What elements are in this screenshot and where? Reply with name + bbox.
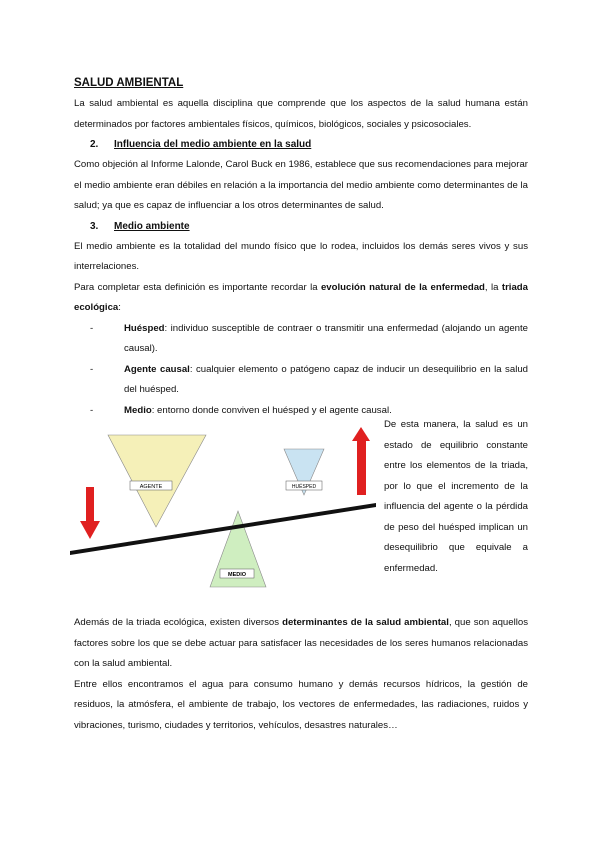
section-2-title: Influencia del medio ambiente en la salud	[114, 139, 312, 150]
side-paragraph: De esta manera, la salud es un estado de equilibrio constante entre los elementos de la triada, por lo que el incremento de la influencia del agente o la pérdida de peso del huésped implican un desequilibrio que equivale a enfermedad.	[384, 419, 528, 574]
host-label: HUÉSPED	[291, 484, 317, 490]
bullet-body	[124, 319, 528, 360]
bullet-dash: -	[90, 322, 94, 334]
bold-run: determinantes de la salud ambiental	[282, 617, 449, 628]
bold-run: evolución natural de la enfermedad	[320, 281, 485, 293]
page-title: SALUD AMBIENTAL	[74, 77, 184, 89]
text-run: :	[118, 302, 121, 313]
bullet-term: Huésped	[124, 322, 165, 334]
agent-label: AGENTE	[139, 484, 163, 490]
section-2-paragraph: Como objeción al Informe Lalonde, Carol Buck en 1986, establece que sus recomendaciones para mejorar el medio ambiente eran débiles en relación a la importancia del medio ambiente como determinantes de la salud; ya que es capaz de influenciar a los otros determinantes de salud.	[74, 159, 528, 211]
up-arrow-shaft	[357, 441, 366, 495]
triad-figure	[74, 423, 384, 613]
section-3-title: Medio ambiente	[114, 220, 190, 232]
down-arrow-icon	[80, 521, 100, 539]
up-arrow-icon	[352, 427, 370, 441]
bullet-dash: -	[90, 404, 94, 416]
text-run: Además de la triada ecológica, existen diversos	[74, 617, 283, 628]
medium-label: MEDIO	[227, 572, 247, 578]
bullet-term: Medio	[124, 404, 152, 416]
bold-run: triada ecológica	[74, 281, 529, 313]
section-2-heading	[74, 135, 528, 155]
balance-beam	[70, 503, 376, 555]
closing-paragraph-2: Entre ellos encontramos el agua para consumo humano y demás recursos hídricos, la gestión de residuos, la atmósfera, el ambiente de trabajo, los vectores de enfermedades, las radiaciones, ruidos y vibraciones, turismo, ciudades y territorios, vehículos, desastres naturales…	[74, 678, 528, 731]
text-run: Para completar esta definición es importante recordar la	[74, 281, 321, 293]
text-run: , la	[484, 281, 502, 293]
bullet-dash: -	[90, 363, 94, 375]
closing-paragraph-1	[74, 613, 528, 675]
bullet-desc: : entorno donde conviven el huésped y el agente causal.	[151, 404, 392, 416]
figure-row	[74, 419, 528, 613]
down-arrow-shaft	[86, 487, 94, 523]
bullet-desc: : individuo susceptible de contraer o transmitir una enfermedad (alojando un agente causal).	[124, 322, 528, 354]
bullet-term: Agente causal	[124, 363, 190, 375]
section-3-paragraph-1: El medio ambiente es la totalidad del mundo físico que lo rodea, incluidos los demás seres vivos y sus interrelaciones.	[74, 240, 528, 272]
document-page	[74, 74, 528, 736]
section-3-paragraph-2	[74, 278, 528, 319]
section-3-heading	[74, 217, 528, 237]
bullet-huesped	[74, 319, 528, 360]
intro-paragraph: La salud ambiental es aquella disciplina que comprende que los aspectos de la salud humana están determinados por factores ambientales físicos, químicos, biológicos, sociales y psicosociales.	[74, 98, 528, 130]
section-2-number: 2.	[90, 139, 99, 150]
bullet-desc: : cualquier elemento o patógeno capaz de inducir un desequilibrio en la salud del huésped.	[124, 363, 528, 395]
triad-diagram	[70, 423, 386, 613]
section-3-number: 3.	[90, 220, 99, 232]
text-run: , que son aquellos factores sobre los que se debe actuar para satisfacer las necesidades de los seres humanos relacionadas con la salud ambiental.	[74, 617, 528, 669]
bullet-agente-causal	[74, 360, 528, 401]
bullet-body	[124, 360, 528, 401]
